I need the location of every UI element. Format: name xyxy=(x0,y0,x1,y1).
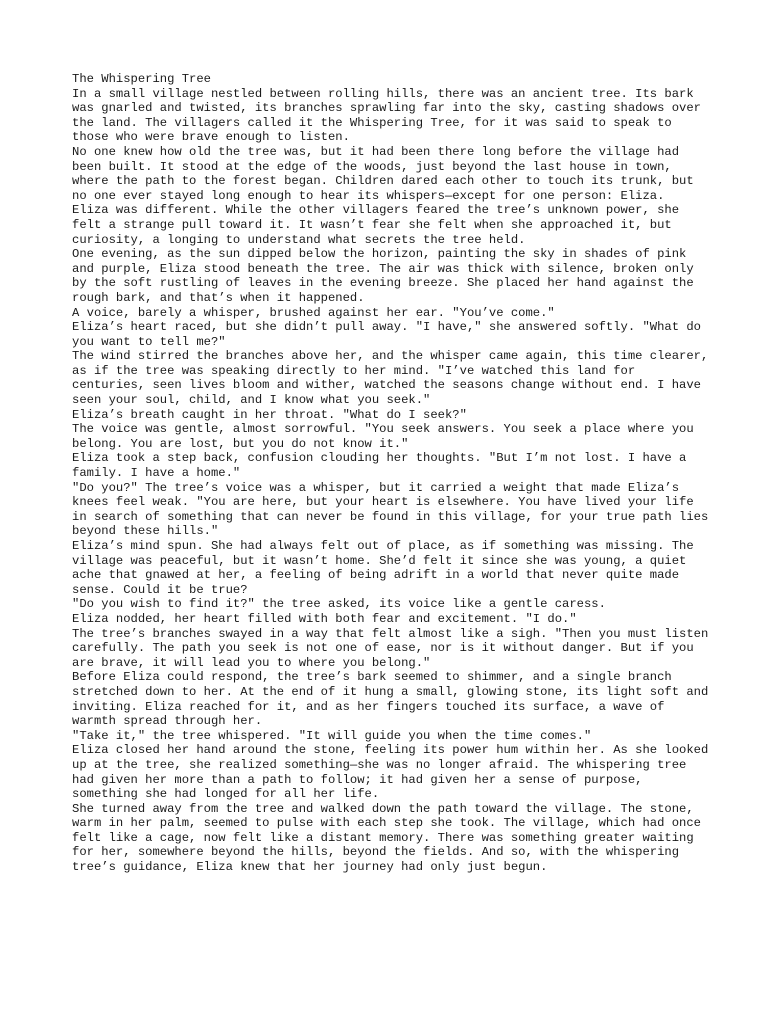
paragraph: Eliza’s heart raced, but she didn’t pull away. "I have," she answered softly. "What do you want to tell me?" xyxy=(72,320,701,349)
paragraph: Before Eliza could respond, the tree’s bark seemed to shimmer, and a single branch stretched down to her. At the end of it hung a small, glowing stone, its light soft and inviting. Eliza reached for it, and as her fingers touched its surface, a wave of warmth spread through her. xyxy=(72,670,709,729)
paragraph: The voice was gentle, almost sorrowful. "You seek answers. You seek a place where you belong. You are lost, but you do not know it." xyxy=(72,422,694,451)
document-title: The Whispering Tree xyxy=(72,72,211,86)
paragraph: No one knew how old the tree was, but it had been there long before the village had been built. It stood at the edge of the woods, just beyond the last house in town, where the path to the forest began. Children dared each other to touch its trunk, but no one ever stayed long enough to hear its whispers—except for one person: Eliza. xyxy=(72,144,694,203)
paragraph: She turned away from the tree and walked down the path toward the village. The stone, warm in her palm, seemed to pulse with each step she took. The village, which had once felt like a cage, now felt like a distant memory. There was something greater waiting for her, somewhere beyond the hills, beyond the fields. And so, with the whispering tree’s guidance, Eliza knew that her journey had only just begun. xyxy=(72,801,701,875)
paragraph: "Take it," the tree whispered. "It will guide you when the time comes." xyxy=(72,728,592,743)
paragraph: In a small village nestled between rolling hills, there was an ancient tree. Its bark was gnarled and twisted, its branches sprawling far into the sky, casting shadows over the land. The villagers called it the Whispering Tree, for it was said to speak to those who were brave enough to listen. xyxy=(72,86,701,145)
paragraph: The wind stirred the branches above her, and the whisper came again, this time clearer, as if the tree was speaking directly to her mind. "I’ve watched this land for centuries, seen lives bloom and wither, watched the seasons change without end. I have seen your soul, child, and I know what you seek." xyxy=(72,349,709,408)
paragraph: "Do you?" The tree’s voice was a whisper, but it carried a weight that made Eliza’s knees feel weak. "You are here, but your heart is elsewhere. You have lived your life in search of something that can never be found in this village, for your true path lies beyond these hills." xyxy=(72,480,709,539)
paragraph: One evening, as the sun dipped below the horizon, painting the sky in shades of pink and purple, Eliza stood beneath the tree. The air was thick with silence, broken only by the soft rustling of leaves in the evening breeze. She placed her hand against the rough bark, and that’s when it happened. xyxy=(72,247,694,305)
paragraph: Eliza nodded, her heart filled with both fear and excitement. "I do." xyxy=(72,611,577,626)
paragraph: The tree’s branches swayed in a way that felt almost like a sigh. "Then you must listen carefully. The path you seek is not one of ease, nor is it without danger. But if you are brave, it will lead you to where you belong." xyxy=(72,626,709,670)
paragraph: Eliza took a step back, confusion clouding her thoughts. "But I’m not lost. I have a family. I have a home." xyxy=(72,451,687,481)
document-page xyxy=(72,72,712,875)
paragraph: Eliza was different. While the other villagers feared the tree’s unknown power, she felt a strange pull toward it. It wasn’t fear she felt when she approached it, but curiosity, a longing to understand what secrets the tree held. xyxy=(72,203,680,247)
paragraph: A voice, barely a whisper, brushed against her ear. "You’ve come." xyxy=(72,305,555,320)
paragraph: Eliza closed her hand around the stone, feeling its power hum within her. As she looked up at the tree, she realized something—she was no longer afraid. The whispering tree had given her more than a path to follow; it had given her a sense of purpose, something she had longed for all her life. xyxy=(72,743,709,802)
paragraph: "Do you wish to find it?" the tree asked, its voice like a gentle caress. xyxy=(72,597,606,612)
paragraph: Eliza’s breath caught in her throat. "What do I seek?" xyxy=(72,407,467,422)
paragraph: Eliza’s mind spun. She had always felt out of place, as if something was missing. The village was peaceful, but it wasn’t home. She’d felt it since she was young, a quiet ache that gnawed at her, a feeling of being adrift in a world that never quite made sense. Could it be true? xyxy=(72,539,694,597)
